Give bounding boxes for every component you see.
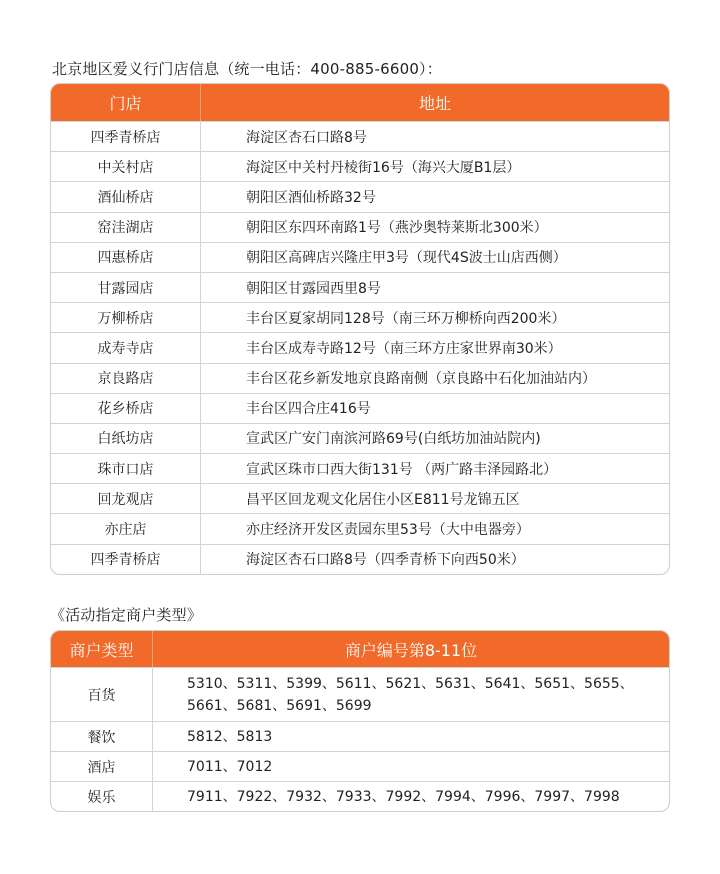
store-name: 甘露园店 <box>51 273 201 302</box>
store-address: 亦庄经济开发区责园东里53号（大中电器旁） <box>246 522 530 539</box>
store-name: 珠市口店 <box>51 454 201 483</box>
merchant-table-header <box>51 631 669 667</box>
address-column-header: 地址 <box>418 94 451 113</box>
store-name: 四季青桥店 <box>51 545 201 574</box>
store-name: 四惠桥店 <box>51 243 201 272</box>
merchant-codes: 7911、7922、7932、7933、7992、7994、7996、7997、7998 <box>187 788 620 805</box>
merchant-type: 酒店 <box>51 752 153 781</box>
table-row <box>51 393 669 423</box>
stores-section-title: 北京地区爱义行门店信息（统一电话：400-885-6600）： <box>52 60 442 78</box>
table-row <box>51 121 669 151</box>
table-row <box>51 332 669 362</box>
table-row <box>51 423 669 453</box>
merchant-codes: 5310、5311、5399、5611、5621、5631、5641、5651、5655、5661、5681、5691、5699 <box>187 675 634 714</box>
store-name: 酒仙桥店 <box>51 182 201 211</box>
merchant-codes: 5812、5813 <box>187 728 273 745</box>
store-address: 丰台区夏家胡同128号（南三环万柳桥向西200米） <box>246 310 566 327</box>
store-name: 成寿寺店 <box>51 333 201 362</box>
table-row <box>51 781 669 811</box>
store-address: 昌平区回龙观文化居住小区E811号龙锦五区 <box>246 491 520 508</box>
store-name: 窑洼湖店 <box>51 213 201 242</box>
table-row <box>51 302 669 332</box>
merchant-type: 百货 <box>51 668 153 721</box>
store-address: 海淀区杏石口路8号（四季青桥下向西50米） <box>246 552 525 569</box>
stores-table-header <box>51 84 669 121</box>
table-row <box>51 667 669 721</box>
store-name: 花乡桥店 <box>51 394 201 423</box>
store-address: 海淀区中关村丹棱街16号（海兴大厦B1层） <box>246 159 521 176</box>
store-address: 丰台区成寿寺路12号（南三环方庄家世界南30米） <box>246 340 562 357</box>
table-row <box>51 151 669 181</box>
table-row <box>51 212 669 242</box>
store-name: 万柳桥店 <box>51 303 201 332</box>
merchant-types-table <box>50 630 670 812</box>
merchant-codes: 7011、7012 <box>187 758 273 775</box>
store-address: 朝阳区高碑店兴隆庄甲3号（现代4S波士山店西侧） <box>246 250 567 267</box>
store-name: 亦庄店 <box>51 514 201 543</box>
stores-table <box>50 83 670 575</box>
merchant-type-column-header: 商户类型 <box>51 631 153 667</box>
merchant-type: 娱乐 <box>51 782 153 811</box>
table-row <box>51 751 669 781</box>
table-row <box>51 242 669 272</box>
merchant-type: 餐饮 <box>51 722 153 751</box>
store-address: 朝阳区甘露园西里8号 <box>246 280 381 297</box>
merchant-code-column-header: 商户编号第8-11位 <box>344 640 478 660</box>
store-name: 京良路店 <box>51 364 201 393</box>
table-row <box>51 181 669 211</box>
table-row <box>51 483 669 513</box>
store-address: 宣武区珠市口西大街131号 （两广路丰泽园路北） <box>246 461 558 478</box>
table-row <box>51 453 669 483</box>
table-row <box>51 272 669 302</box>
store-name: 四季青桥店 <box>51 122 201 151</box>
store-name: 中关村店 <box>51 152 201 181</box>
table-row <box>51 513 669 543</box>
table-row <box>51 721 669 751</box>
store-address: 宣武区广安门南滨河路69号(白纸坊加油站院内) <box>246 431 541 448</box>
store-address: 丰台区四合庄416号 <box>246 401 371 418</box>
merchant-section-title: 《活动指定商户类型》 <box>50 606 203 624</box>
table-row <box>51 363 669 393</box>
store-address: 丰台区花乡新发地京良路南侧（京良路中石化加油站内） <box>246 371 596 388</box>
table-row <box>51 544 669 574</box>
store-address: 朝阳区酒仙桥路32号 <box>246 189 376 206</box>
store-name: 白纸坊店 <box>51 424 201 453</box>
store-address: 海淀区杏石口路8号 <box>246 129 367 146</box>
store-address: 朝阳区东四环南路1号（燕沙奥特莱斯北300米） <box>246 220 548 237</box>
store-column-header: 门店 <box>51 84 201 121</box>
store-name: 回龙观店 <box>51 484 201 513</box>
